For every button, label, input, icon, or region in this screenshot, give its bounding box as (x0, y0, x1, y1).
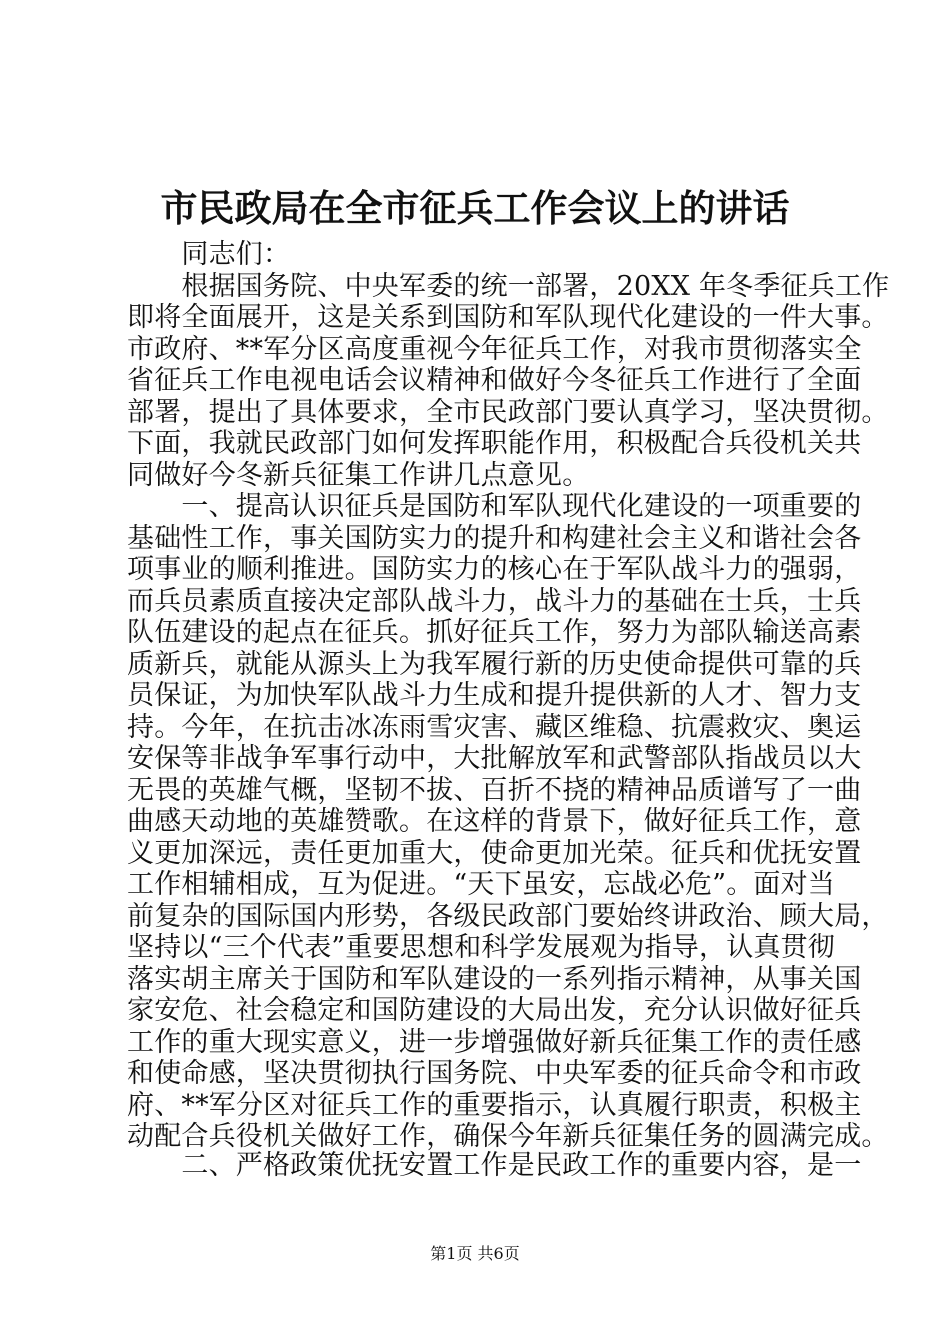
text-line: 省征兵工作电视电话会议精神和做好今冬征兵工作进行了全面 (127, 365, 862, 396)
text-line: 工作的重大现实意义，进一步增强做好新兵征集工作的责任感 (127, 1026, 862, 1058)
text-line: 府、**军分区对征兵工作的重要指示，认真履行职责，积极主 (127, 1089, 862, 1121)
text-line: 市政府、**军分区高度重视今年征兵工作，对我市贯彻落实全 (127, 333, 862, 365)
page-number-footer: 第1页 共6页 (430, 1244, 520, 1263)
text-line: 下面，我就民政部门如何发挥职能作用，积极配合兵役机关共 (127, 428, 862, 459)
text-line: 义更加深远，责任更加重大，使命更加光荣。征兵和优抚安置 (127, 837, 862, 869)
text-line: 队伍建设的起点在征兵。抓好征兵工作，努力为部队输送高素 (127, 617, 862, 648)
text-line: 一、提高认识征兵是国防和军队现代化建设的一项重要的 (127, 491, 862, 522)
text-line: 同做好今冬新兵征集工作讲几点意见。 (127, 459, 590, 491)
text-line: 家安危、社会稳定和国防建设的大局出发，充分认识做好征兵 (127, 995, 862, 1026)
text-line: 工作相辅相成，互为促进。“天下虽安，忘战必危”。面对当 (127, 869, 836, 900)
text-line: 动配合兵役机关做好工作，确保今年新兵征集任务的圆满完成。 (127, 1121, 889, 1152)
text-line: 而兵员素质直接决定部队战斗力，战斗力的基础在士兵，士兵 (127, 585, 862, 617)
text-line: 即将全面展开，这是关系到国防和军队现代化建设的一件大事。 (127, 302, 889, 333)
text-line: 同志们： (127, 239, 291, 270)
text-line: 持。今年，在抗击冰冻雨雪灾害、藏区维稳、抗震救灾、奥运 (127, 711, 862, 743)
text-line: 质新兵，就能从源头上为我军履行新的历史使命提供可靠的兵 (127, 648, 862, 680)
text-line: 部署，提出了具体要求，全市民政部门要认真学习，坚决贯彻。 (127, 396, 889, 428)
text-line: 员保证，为加快军队战斗力生成和提升提供新的人才、智力支 (127, 680, 862, 711)
text-line: 安保等非战争军事行动中，大批解放军和武警部队指战员以大 (127, 743, 862, 774)
text-line: 坚持以“三个代表”重要思想和科学发展观为指导，认真贯彻 (127, 932, 836, 963)
text-line: 基础性工作，事关国防实力的提升和构建社会主义和谐社会各 (127, 522, 862, 554)
text-line: 二、严格政策优抚安置工作是民政工作的重要内容，是一 (127, 1150, 862, 1181)
text-line: 落实胡主席关于国防和军队建设的一系列指示精神，从事关国 (127, 963, 862, 995)
text-line: 项事业的顺利推进。国防实力的核心在于军队战斗力的强弱， (127, 554, 862, 585)
text-line: 和使命感，坚决贯彻执行国务院、中央军委的征兵命令和市政 (127, 1058, 862, 1089)
text-line: 根据国务院、中央军委的统一部署，20XX 年冬季征兵工作 (127, 270, 890, 302)
document-title: 市民政局在全市征兵工作会议上的讲话 (160, 186, 790, 230)
text-line: 曲感天动地的英雄赞歌。在这样的背景下，做好征兵工作，意 (127, 806, 862, 837)
text-line: 前复杂的国际国内形势，各级民政部门要始终讲政治、顾大局， (127, 900, 889, 932)
text-line: 无畏的英雄气概，坚韧不拔、百折不挠的精神品质谱写了一曲 (127, 774, 862, 806)
